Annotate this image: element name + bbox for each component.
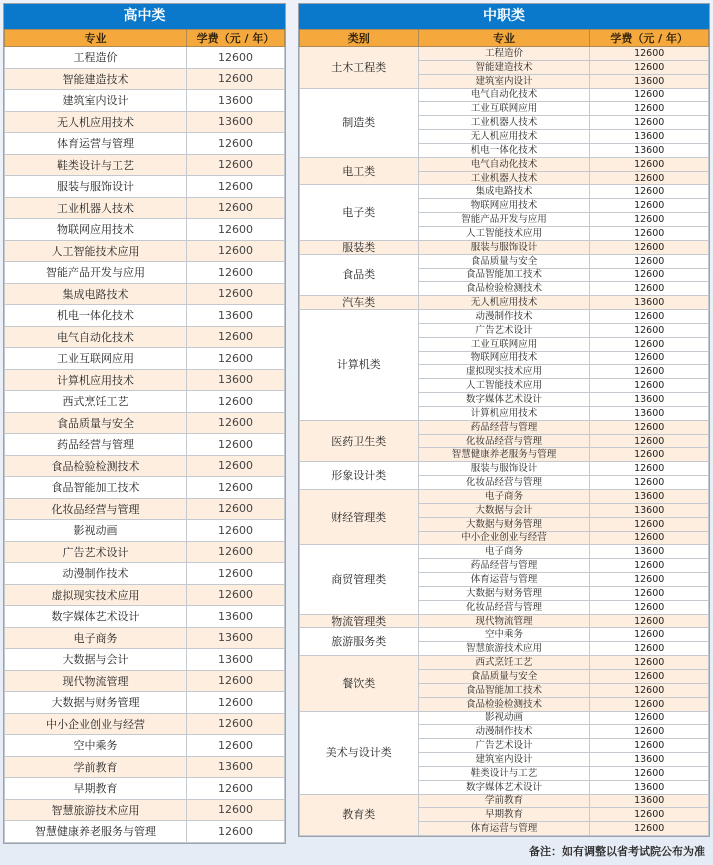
major-cell: 无人机应用技术 (5, 111, 187, 133)
vocational-fee-table (299, 29, 709, 836)
fee-cell: 12600 (590, 669, 709, 683)
table-row (5, 477, 285, 499)
major-cell: 人工智能技术应用 (5, 240, 187, 262)
fee-cell: 12600 (590, 351, 709, 365)
major-cell: 服装与服饰设计 (418, 462, 590, 476)
major-cell: 智慧健康养老服务与管理 (418, 448, 590, 462)
table-row (300, 794, 709, 808)
fee-cell: 12600 (187, 735, 285, 757)
major-cell: 现代物流管理 (5, 670, 187, 692)
major-cell: 体育运营与管理 (5, 133, 187, 155)
major-cell: 中小企业创业与经营 (5, 713, 187, 735)
column-header-fee: 学费（元 / 年） (590, 30, 709, 47)
table-row (5, 219, 285, 241)
major-cell: 建筑室内设计 (418, 74, 590, 88)
fee-cell: 12600 (187, 348, 285, 370)
table-row (5, 47, 285, 69)
fee-cell: 12600 (590, 116, 709, 130)
category-cell: 形象设计类 (300, 462, 419, 490)
table-row (5, 133, 285, 155)
table-row (300, 157, 709, 171)
fee-cell: 12600 (187, 240, 285, 262)
fee-cell: 12600 (590, 337, 709, 351)
table-row (5, 821, 285, 843)
fee-cell: 12600 (590, 379, 709, 393)
table-row (5, 498, 285, 520)
major-cell: 化妆品经营与管理 (418, 476, 590, 490)
fee-cell: 12600 (590, 420, 709, 434)
fee-cell: 12600 (187, 541, 285, 563)
fee-cell: 12600 (590, 628, 709, 642)
major-cell: 机电一体化技术 (418, 143, 590, 157)
major-cell: 智慧健康养老服务与管理 (5, 821, 187, 843)
major-cell: 计算机应用技术 (5, 369, 187, 391)
vocational-title: 中职类 (299, 4, 709, 29)
fee-cell: 12600 (590, 199, 709, 213)
major-cell: 集成电路技术 (418, 185, 590, 199)
table-row (5, 692, 285, 714)
fee-cell: 13600 (590, 490, 709, 504)
major-cell: 西式烹饪工艺 (5, 391, 187, 413)
table-row (300, 240, 709, 254)
fee-cell: 13600 (590, 503, 709, 517)
fee-cell: 12600 (590, 268, 709, 282)
major-cell: 虚拟现实技术应用 (5, 584, 187, 606)
major-cell: 药品经营与管理 (418, 420, 590, 434)
table-row (300, 462, 709, 476)
table-row (5, 520, 285, 542)
major-cell: 大数据与财务管理 (418, 586, 590, 600)
table-row (5, 756, 285, 778)
vocational-table-body (300, 47, 709, 836)
fee-cell: 12600 (590, 517, 709, 531)
table-row (5, 627, 285, 649)
category-cell: 制造类 (300, 88, 419, 157)
category-cell: 旅游服务类 (300, 628, 419, 656)
fee-cell: 13600 (590, 780, 709, 794)
table-header-row (300, 30, 709, 47)
table-row (5, 197, 285, 219)
table-row (5, 713, 285, 735)
fee-cell: 13600 (187, 756, 285, 778)
fee-cell: 12600 (590, 711, 709, 725)
major-cell: 工业互联网应用 (418, 337, 590, 351)
fee-cell: 13600 (590, 406, 709, 420)
fee-cell: 12600 (590, 157, 709, 171)
major-cell: 电气自动化技术 (418, 157, 590, 171)
high-school-table-body (5, 47, 285, 843)
fee-cell: 12600 (187, 477, 285, 499)
column-header-category: 类别 (300, 30, 419, 47)
fee-cell: 12600 (590, 226, 709, 240)
table-row (300, 614, 709, 628)
major-cell: 药品经营与管理 (418, 559, 590, 573)
major-cell: 物联网应用技术 (5, 219, 187, 241)
vocational-panel (298, 3, 710, 837)
category-cell: 汽车类 (300, 296, 419, 310)
major-cell: 工业机器人技术 (5, 197, 187, 219)
major-cell: 食品智能加工技术 (418, 268, 590, 282)
table-row (5, 90, 285, 112)
table-row (300, 711, 709, 725)
major-cell: 工业互联网应用 (5, 348, 187, 370)
category-cell: 商贸管理类 (300, 545, 419, 614)
major-cell: 物联网应用技术 (418, 351, 590, 365)
fee-cell: 12600 (187, 821, 285, 843)
major-cell: 机电一体化技术 (5, 305, 187, 327)
fee-cell: 12600 (590, 614, 709, 628)
high-school-fee-table (4, 29, 285, 843)
major-cell: 大数据与会计 (418, 503, 590, 517)
table-row (300, 420, 709, 434)
fee-cell: 12600 (187, 133, 285, 155)
major-cell: 广告艺术设计 (418, 323, 590, 337)
major-cell: 鞋类设计与工艺 (418, 766, 590, 780)
table-row (300, 490, 709, 504)
category-cell: 美术与设计类 (300, 711, 419, 794)
table-row (5, 111, 285, 133)
fee-cell: 12600 (187, 692, 285, 714)
fee-cell: 12600 (187, 563, 285, 585)
major-cell: 智能建造技术 (5, 68, 187, 90)
fee-cell: 12600 (590, 476, 709, 490)
fee-cell: 13600 (590, 130, 709, 144)
major-cell: 早期教育 (418, 808, 590, 822)
high-school-title: 高中类 (4, 4, 285, 29)
major-cell: 食品检验检测技术 (5, 455, 187, 477)
table-row (5, 563, 285, 585)
fee-cell: 12600 (187, 799, 285, 821)
fee-cell: 12600 (187, 584, 285, 606)
fee-cell: 12600 (590, 697, 709, 711)
fee-cell: 12600 (590, 171, 709, 185)
major-cell: 食品检验检测技术 (418, 282, 590, 296)
fee-cell: 13600 (590, 794, 709, 808)
table-row (5, 670, 285, 692)
category-cell: 物流管理类 (300, 614, 419, 628)
major-cell: 人工智能技术应用 (418, 226, 590, 240)
fee-cell: 13600 (187, 111, 285, 133)
fee-cell: 12600 (590, 808, 709, 822)
table-row (5, 154, 285, 176)
fee-cell: 12600 (187, 68, 285, 90)
category-cell: 电子类 (300, 185, 419, 240)
major-cell: 服装与服饰设计 (418, 240, 590, 254)
fee-cell: 12600 (187, 326, 285, 348)
major-cell: 数字媒体艺术设计 (418, 393, 590, 407)
fee-cell: 12600 (590, 282, 709, 296)
major-cell: 智慧旅游技术应用 (5, 799, 187, 821)
major-cell: 计算机应用技术 (418, 406, 590, 420)
category-cell: 食品类 (300, 254, 419, 296)
table-row (5, 606, 285, 628)
major-cell: 化妆品经营与管理 (5, 498, 187, 520)
fee-cell: 12600 (590, 600, 709, 614)
major-cell: 工业互联网应用 (418, 102, 590, 116)
table-row (300, 254, 709, 268)
fee-cell: 12600 (590, 739, 709, 753)
major-cell: 智能建造技术 (418, 60, 590, 74)
major-cell: 体育运营与管理 (418, 822, 590, 836)
fee-cell: 12600 (590, 102, 709, 116)
major-cell: 早期教育 (5, 778, 187, 800)
major-cell: 现代物流管理 (418, 614, 590, 628)
table-row (5, 326, 285, 348)
fee-cell: 12600 (590, 656, 709, 670)
fee-cell: 13600 (590, 753, 709, 767)
major-cell: 数字媒体艺术设计 (5, 606, 187, 628)
fee-cell: 12600 (187, 412, 285, 434)
major-cell: 空中乘务 (5, 735, 187, 757)
major-cell: 食品智能加工技术 (5, 477, 187, 499)
major-cell: 影视动画 (5, 520, 187, 542)
table-row (300, 296, 709, 310)
footer-note: 备注：如有调整以省考试院公布为准 (529, 845, 705, 858)
table-header-row (5, 30, 285, 47)
table-row (300, 628, 709, 642)
category-cell: 计算机类 (300, 310, 419, 421)
fee-cell: 12600 (590, 559, 709, 573)
table-row (5, 541, 285, 563)
column-header-major: 专业 (418, 30, 590, 47)
fee-cell: 13600 (187, 369, 285, 391)
table-row (5, 455, 285, 477)
major-cell: 鞋类设计与工艺 (5, 154, 187, 176)
major-cell: 无人机应用技术 (418, 130, 590, 144)
table-row (300, 88, 709, 102)
major-cell: 智慧旅游技术应用 (418, 642, 590, 656)
table-row (300, 47, 709, 61)
major-cell: 工程造价 (418, 47, 590, 61)
table-row (300, 545, 709, 559)
category-cell: 医药卫生类 (300, 420, 419, 462)
fee-cell: 12600 (590, 462, 709, 476)
major-cell: 化妆品经营与管理 (418, 434, 590, 448)
fee-cell: 12600 (590, 531, 709, 545)
major-cell: 工业机器人技术 (418, 116, 590, 130)
fee-cell: 12600 (187, 713, 285, 735)
fee-cell: 12600 (590, 822, 709, 836)
category-cell: 财经管理类 (300, 490, 419, 545)
major-cell: 人工智能技术应用 (418, 379, 590, 393)
major-cell: 建筑室内设计 (5, 90, 187, 112)
table-row (5, 412, 285, 434)
fee-cell: 12600 (590, 683, 709, 697)
major-cell: 学前教育 (418, 794, 590, 808)
fee-cell: 13600 (590, 143, 709, 157)
major-cell: 中小企业创业与经营 (418, 531, 590, 545)
fee-cell: 12600 (590, 310, 709, 324)
fee-cell: 12600 (590, 60, 709, 74)
fee-cell: 12600 (590, 47, 709, 61)
fee-cell: 12600 (187, 455, 285, 477)
table-row (5, 176, 285, 198)
major-cell: 体育运营与管理 (418, 573, 590, 587)
major-cell: 集成电路技术 (5, 283, 187, 305)
table-row (5, 649, 285, 671)
category-cell: 电工类 (300, 157, 419, 185)
major-cell: 大数据与财务管理 (5, 692, 187, 714)
major-cell: 西式烹饪工艺 (418, 656, 590, 670)
fee-cell: 12600 (187, 47, 285, 69)
fee-cell: 12600 (590, 573, 709, 587)
high-school-panel (3, 3, 286, 844)
fee-cell: 12600 (187, 262, 285, 284)
major-cell: 电子商务 (5, 627, 187, 649)
fee-cell: 12600 (187, 434, 285, 456)
fee-cell: 12600 (590, 240, 709, 254)
major-cell: 服装与服饰设计 (5, 176, 187, 198)
fee-cell: 12600 (187, 391, 285, 413)
column-header-major: 专业 (5, 30, 187, 47)
fee-cell: 12600 (187, 520, 285, 542)
fee-cell: 12600 (590, 88, 709, 102)
fee-cell: 12600 (590, 434, 709, 448)
table-row (5, 348, 285, 370)
fee-cell: 12600 (187, 197, 285, 219)
fee-cell: 12600 (187, 778, 285, 800)
fee-cell: 12600 (187, 219, 285, 241)
major-cell: 电子商务 (418, 490, 590, 504)
major-cell: 动漫制作技术 (5, 563, 187, 585)
fee-cell: 12600 (187, 154, 285, 176)
major-cell: 物联网应用技术 (418, 199, 590, 213)
fee-cell: 12600 (590, 586, 709, 600)
major-cell: 食品质量与安全 (418, 669, 590, 683)
major-cell: 广告艺术设计 (5, 541, 187, 563)
major-cell: 广告艺术设计 (418, 739, 590, 753)
major-cell: 智能产品开发与应用 (418, 213, 590, 227)
major-cell: 空中乘务 (418, 628, 590, 642)
table-row (5, 799, 285, 821)
fee-cell: 13600 (187, 90, 285, 112)
table-row (5, 262, 285, 284)
major-cell: 无人机应用技术 (418, 296, 590, 310)
table-row (5, 584, 285, 606)
category-cell: 教育类 (300, 794, 419, 836)
fee-cell: 13600 (187, 627, 285, 649)
fee-cell: 12600 (590, 323, 709, 337)
fee-cell: 13600 (187, 649, 285, 671)
table-row (300, 656, 709, 670)
major-cell: 大数据与会计 (5, 649, 187, 671)
fee-cell: 12600 (590, 448, 709, 462)
major-cell: 电气自动化技术 (418, 88, 590, 102)
column-header-fee: 学费（元 / 年） (187, 30, 285, 47)
fee-cell: 12600 (590, 185, 709, 199)
fee-cell: 12600 (590, 213, 709, 227)
major-cell: 药品经营与管理 (5, 434, 187, 456)
major-cell: 工程造价 (5, 47, 187, 69)
table-row (5, 283, 285, 305)
major-cell: 学前教育 (5, 756, 187, 778)
major-cell: 食品质量与安全 (418, 254, 590, 268)
fee-cell: 12600 (187, 670, 285, 692)
fee-cell: 12600 (187, 283, 285, 305)
major-cell: 虚拟现实技术应用 (418, 365, 590, 379)
fee-cell: 13600 (590, 74, 709, 88)
fee-cell: 13600 (590, 393, 709, 407)
fee-cell: 12600 (590, 725, 709, 739)
major-cell: 影视动画 (418, 711, 590, 725)
major-cell: 动漫制作技术 (418, 310, 590, 324)
fee-cell: 12600 (590, 365, 709, 379)
major-cell: 数字媒体艺术设计 (418, 780, 590, 794)
fee-cell: 13600 (187, 606, 285, 628)
major-cell: 食品质量与安全 (5, 412, 187, 434)
table-row (5, 305, 285, 327)
table-row (300, 310, 709, 324)
fee-cell: 12600 (590, 642, 709, 656)
major-cell: 工业机器人技术 (418, 171, 590, 185)
major-cell: 电气自动化技术 (5, 326, 187, 348)
major-cell: 智能产品开发与应用 (5, 262, 187, 284)
major-cell: 动漫制作技术 (418, 725, 590, 739)
table-row (5, 369, 285, 391)
fee-cell: 13600 (187, 305, 285, 327)
table-row (300, 185, 709, 199)
major-cell: 建筑室内设计 (418, 753, 590, 767)
fee-cell: 12600 (590, 766, 709, 780)
table-row (5, 778, 285, 800)
table-row (5, 240, 285, 262)
table-row (5, 735, 285, 757)
major-cell: 电子商务 (418, 545, 590, 559)
fee-cell: 13600 (590, 545, 709, 559)
fee-cell: 12600 (187, 498, 285, 520)
major-cell: 大数据与财务管理 (418, 517, 590, 531)
fee-cell: 12600 (590, 254, 709, 268)
major-cell: 食品检验检测技术 (418, 697, 590, 711)
fee-cell: 13600 (590, 296, 709, 310)
category-cell: 服装类 (300, 240, 419, 254)
major-cell: 化妆品经营与管理 (418, 600, 590, 614)
fee-cell: 12600 (187, 176, 285, 198)
table-row (5, 434, 285, 456)
table-row (5, 391, 285, 413)
category-cell: 土木工程类 (300, 47, 419, 89)
table-row (5, 68, 285, 90)
major-cell: 食品智能加工技术 (418, 683, 590, 697)
category-cell: 餐饮类 (300, 656, 419, 711)
